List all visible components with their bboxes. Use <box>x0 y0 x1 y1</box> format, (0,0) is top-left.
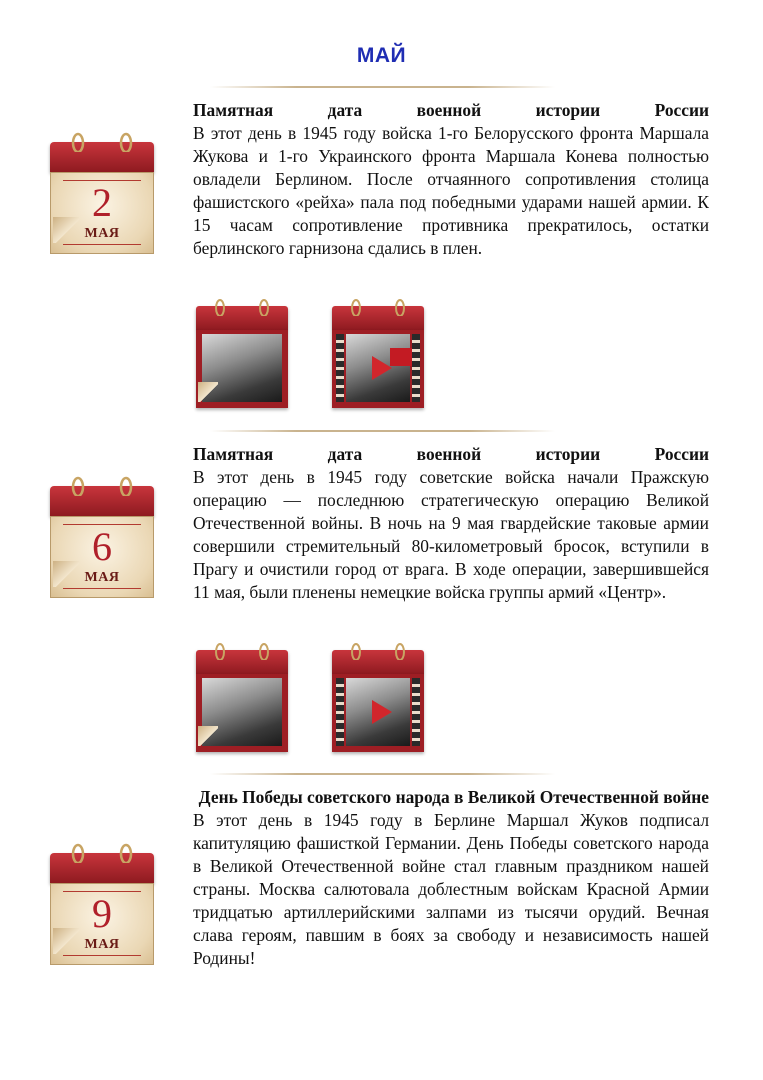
entry-body: В этот день в 1945 году войска 1-го Белорусского фронта Маршала Жукова и 1-го Украинского фронта Маршала Конева полностью овладели Берлином. После отчаянного сопротивления столица фашистского «рейха» пала под победными ударами нашей армии. К 15 часам сопротивление противника прекратилось, остатки берлинского гарнизона сдались в плен. <box>193 123 709 258</box>
entry-heading: Памятная дата военной истории России <box>193 444 709 464</box>
calendar-month: МАЯ <box>84 937 120 952</box>
video-thumbnail <box>346 334 410 402</box>
divider <box>210 430 555 432</box>
page-title: МАЙ <box>356 44 407 67</box>
divider <box>210 86 555 88</box>
entry-body: В этот день в 1945 году в Берлине Маршал Жуков подписал капитуляцию фашисткой Германии. День Победы советского народа в Великой Отечественной войне стал главным праздником нашей страны. Москва салютовала доблестным войскам Красной Армии тридцатью артиллерийскими залпами из тысячи орудий. Вечная слава героям, павшим в боях за свободу и независимость нашей Родины! <box>193 810 709 968</box>
photo-gallery-icon[interactable] <box>194 298 290 414</box>
calendar-page-icon <box>48 476 156 608</box>
calendar-rings <box>48 132 156 152</box>
entry-text <box>193 786 709 970</box>
entry-body: В этот день в 1945 году советские войска начали Пражскую операцию — последнюю стратегическую операцию Великой Отечественной войны. В ночь на 9 мая гвардейские таковые армии совершили стремительный 80-километровый бросок, вступили в Прагу и очистили город от врага. В ходе операции, завершившейся 11 мая, были пленены немецкие войска группы армий «Центр». <box>193 467 709 602</box>
divider <box>210 773 555 775</box>
entry-heading: День Победы советского народа в Великой Отечественной войне <box>198 787 709 807</box>
calendar-day: 2 <box>92 180 112 225</box>
calendar-page-icon <box>48 132 156 264</box>
entry-text <box>193 99 709 260</box>
photo-gallery-icon[interactable] <box>194 642 290 758</box>
video-play-icon[interactable] <box>330 642 426 758</box>
calendar-month: МАЯ <box>84 226 120 241</box>
entry-text <box>193 443 709 604</box>
video-thumbnail <box>346 678 410 746</box>
play-icon <box>372 700 392 724</box>
calendar-month: МАЯ <box>84 570 120 585</box>
calendar-day: 6 <box>92 524 112 569</box>
calendar-day: 9 <box>92 891 112 936</box>
video-play-icon[interactable] <box>330 298 426 414</box>
entry-heading: Памятная дата военной истории России <box>193 100 709 120</box>
calendar-page-icon <box>48 843 156 975</box>
play-icon <box>372 356 392 380</box>
